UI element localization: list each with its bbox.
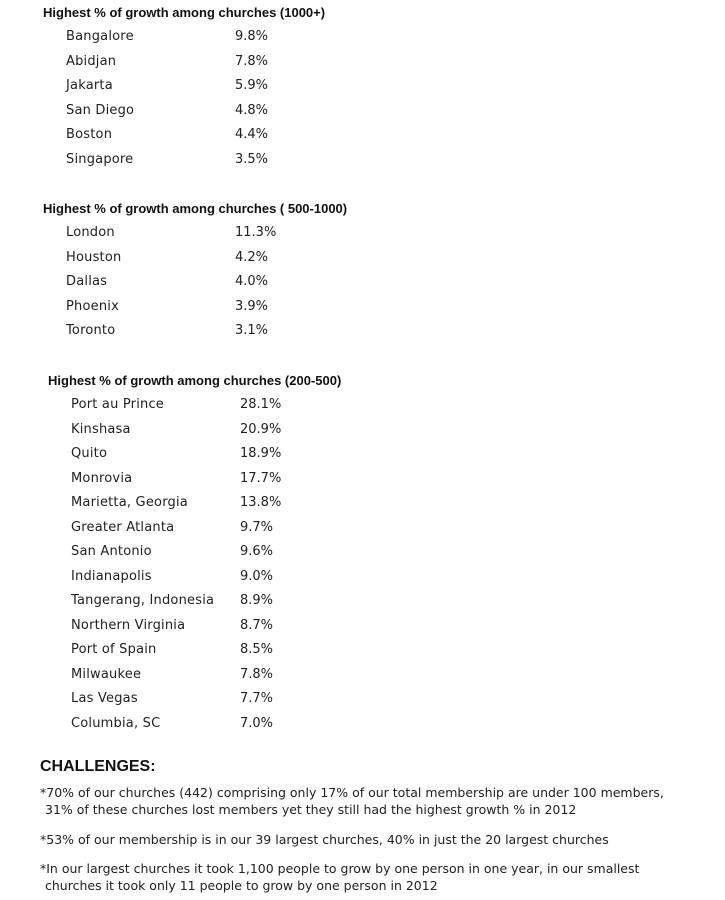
growth-percent: 4.0% [235, 274, 269, 289]
growth-percent: 8.9% [240, 593, 274, 608]
growth-percent: 20.9% [240, 421, 282, 437]
growth-percent: 8.7% [240, 617, 274, 633]
city-name: Indianapolis [71, 568, 152, 584]
city-name: Tangerang, Indonesia [71, 593, 215, 608]
growth-percent: 13.8% [240, 495, 282, 510]
city-name: Dallas [66, 274, 108, 289]
challenge-text-line: churches it took only 11 people to grow by one person in 2012 [45, 878, 438, 893]
growth-percent: 9.8% [235, 29, 269, 44]
challenge-item [40, 860, 680, 894]
city-name: Greater Atlanta [71, 519, 175, 535]
city-name: Columbia, SC [71, 715, 161, 731]
growth-percent: 3.1% [235, 323, 269, 338]
growth-percent: 17.7% [240, 470, 282, 486]
challenge-item [40, 784, 680, 818]
challenge-text-line: 31% of these churches lost members yet they still had the highest growth % in 2012 [45, 802, 577, 817]
growth-percent: 9.7% [240, 519, 274, 535]
growth-percent: 11.3% [235, 225, 277, 240]
city-name: Monrovia [71, 470, 133, 486]
city-name: San Diego [66, 102, 135, 118]
growth-percent: 28.1% [240, 397, 282, 412]
growth-percent: 7.0% [240, 715, 274, 731]
growth-percent: 3.5% [235, 151, 269, 167]
city-name: Toronto [66, 323, 116, 338]
city-name: Marietta, Georgia [71, 495, 188, 510]
challenge-text-line: *53% of our membership is in our 39 largest churches, 40% in just the 20 largest churches [40, 832, 609, 847]
city-name: Port au Prince [71, 397, 164, 412]
challenge-text-line: *70% of our churches (442) comprising only 17% of our total membership are under 100 members, [40, 785, 664, 800]
city-name: San Antonio [71, 544, 152, 559]
growth-percent: 4.8% [235, 102, 269, 118]
growth-percent: 9.0% [240, 568, 274, 584]
city-name: Houston [66, 249, 122, 265]
growth-percent: 3.9% [235, 298, 269, 314]
city-name: Kinshasa [71, 421, 131, 437]
city-name: Milwaukee [71, 666, 142, 682]
growth-percent: 9.6% [240, 544, 274, 559]
challenge-text-line: *In our largest churches it took 1,100 people to grow by one person in one year, in our smallest [40, 861, 640, 876]
city-name: Quito [71, 446, 108, 461]
growth-percent: 8.5% [240, 642, 274, 657]
growth-percent: 7.8% [235, 53, 269, 69]
city-name: Port of Spain [71, 642, 157, 657]
city-name: Abidjan [66, 53, 117, 69]
growth-percent: 5.9% [235, 78, 269, 93]
growth-percent: 4.2% [235, 249, 269, 265]
growth-percent: 7.8% [240, 666, 274, 682]
challenge-item [40, 831, 680, 848]
city-name: Singapore [66, 151, 134, 167]
city-name: Boston [66, 127, 113, 142]
city-name: Las Vegas [71, 691, 138, 706]
city-name: Bangalore [66, 29, 134, 44]
growth-percent: 18.9% [240, 446, 282, 461]
city-name: Jakarta [66, 78, 113, 93]
city-name: London [66, 225, 115, 240]
section-title: Highest % of growth among churches (200-500) [48, 373, 342, 388]
section-title: Highest % of growth among churches (1000+) [43, 5, 326, 20]
city-name: Northern Virginia [71, 617, 186, 633]
growth-percent: 4.4% [235, 127, 269, 142]
challenges-heading: CHALLENGES: [40, 758, 156, 775]
section-title: Highest % of growth among churches ( 500-1000) [43, 201, 348, 216]
growth-percent: 7.7% [240, 691, 274, 706]
city-name: Phoenix [66, 298, 119, 314]
